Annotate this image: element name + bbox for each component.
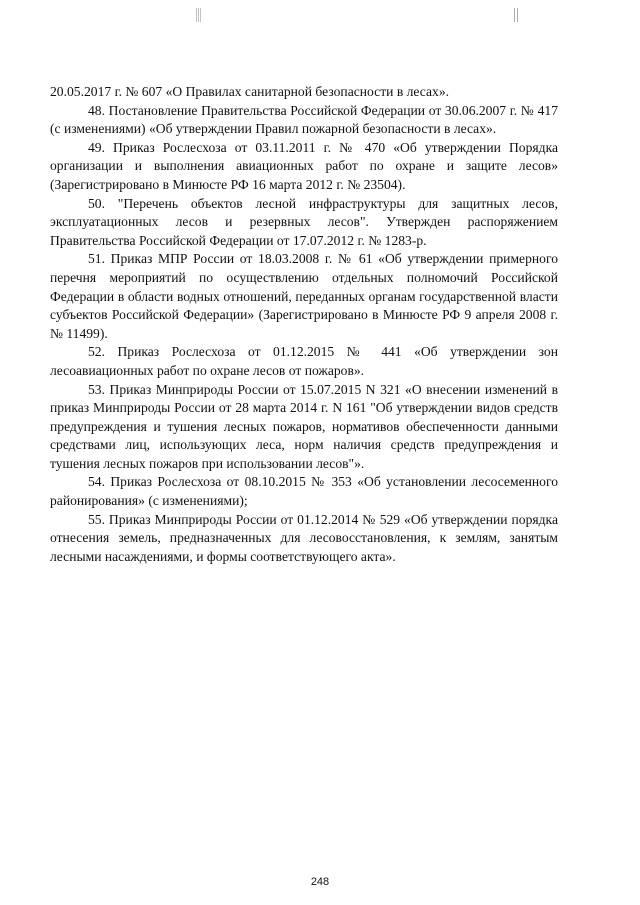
document-body [50,83,558,566]
list-item-53: 53. Приказ Минприроды России от 15.07.2015 N 321 «О внесении изменений в приказ Минприроды России от 28 марта 2014 г. N 161 "Об утверждении видов средств предупреждения и тушения лесных пожаров, нормативов обеспеченности данными средствами лиц, использующих леса, норм наличия средств предупреждения и тушения лесных пожаров при использовании лесов"». [50,381,558,471]
page-number: 248 [310,876,330,888]
list-item-50: 50. "Перечень объектов лесной инфраструктуры для защитных лесов, эксплуатационных лесов и резервных лесов". Утвержден распоряжением Правительства Российской Федерации от 17.07.2012 г. № 1283-р. [50,195,558,248]
list-item-54: 54. Приказ Рослесхоза от 08.10.2015 № 353 «Об установлении лесосеменного районирования» (с изменениями); [50,474,558,509]
scan-artifact [514,8,520,22]
scan-artifact [196,8,202,22]
list-item-49: 49. Приказ Рослесхоза от 03.11.2011 г. № 470 «Об утверждении Порядка организации и выполнения авиационных работ по охране и защите лесов» (Зарегистрировано в Минюсте РФ 16 марта 2012 г. № 23504). [50,139,558,192]
continuation-paragraph: 20.05.2017 г. № 607 «О Правилах санитарной безопасности в лесах». [50,84,450,99]
list-item-52: 52. Приказ Рослесхоза от 01.12.2015 № 441 «Об утверждении зон лесоавиационных работ по охране лесов от пожаров». [50,344,558,378]
list-item-48: 48. Постановление Правительства Российской Федерации от 30.06.2007 г. № 417 (с изменениями) «Об утверждении Правил пожарной безопасности в лесах». [50,102,558,137]
list-item-55: 55. Приказ Минприроды России от 01.12.2014 № 529 «Об утверждении порядка отнесения земель, предназначенных для лесовосстановления, к землям, занятым лесными насаждениями, и формы соответствующего акта». [50,511,558,564]
list-item-51: 51. Приказ МПР России от 18.03.2008 г. № 61 «Об утверждении примерного перечня мероприятий по осуществлению отдельных полномочий Российской Федерации в области водных отношений, переданных органам государственной власти субъектов Российской Федерации» (Зарегистрировано в Минюсте РФ 9 апреля 2008 г. № 11499). [50,251,558,341]
